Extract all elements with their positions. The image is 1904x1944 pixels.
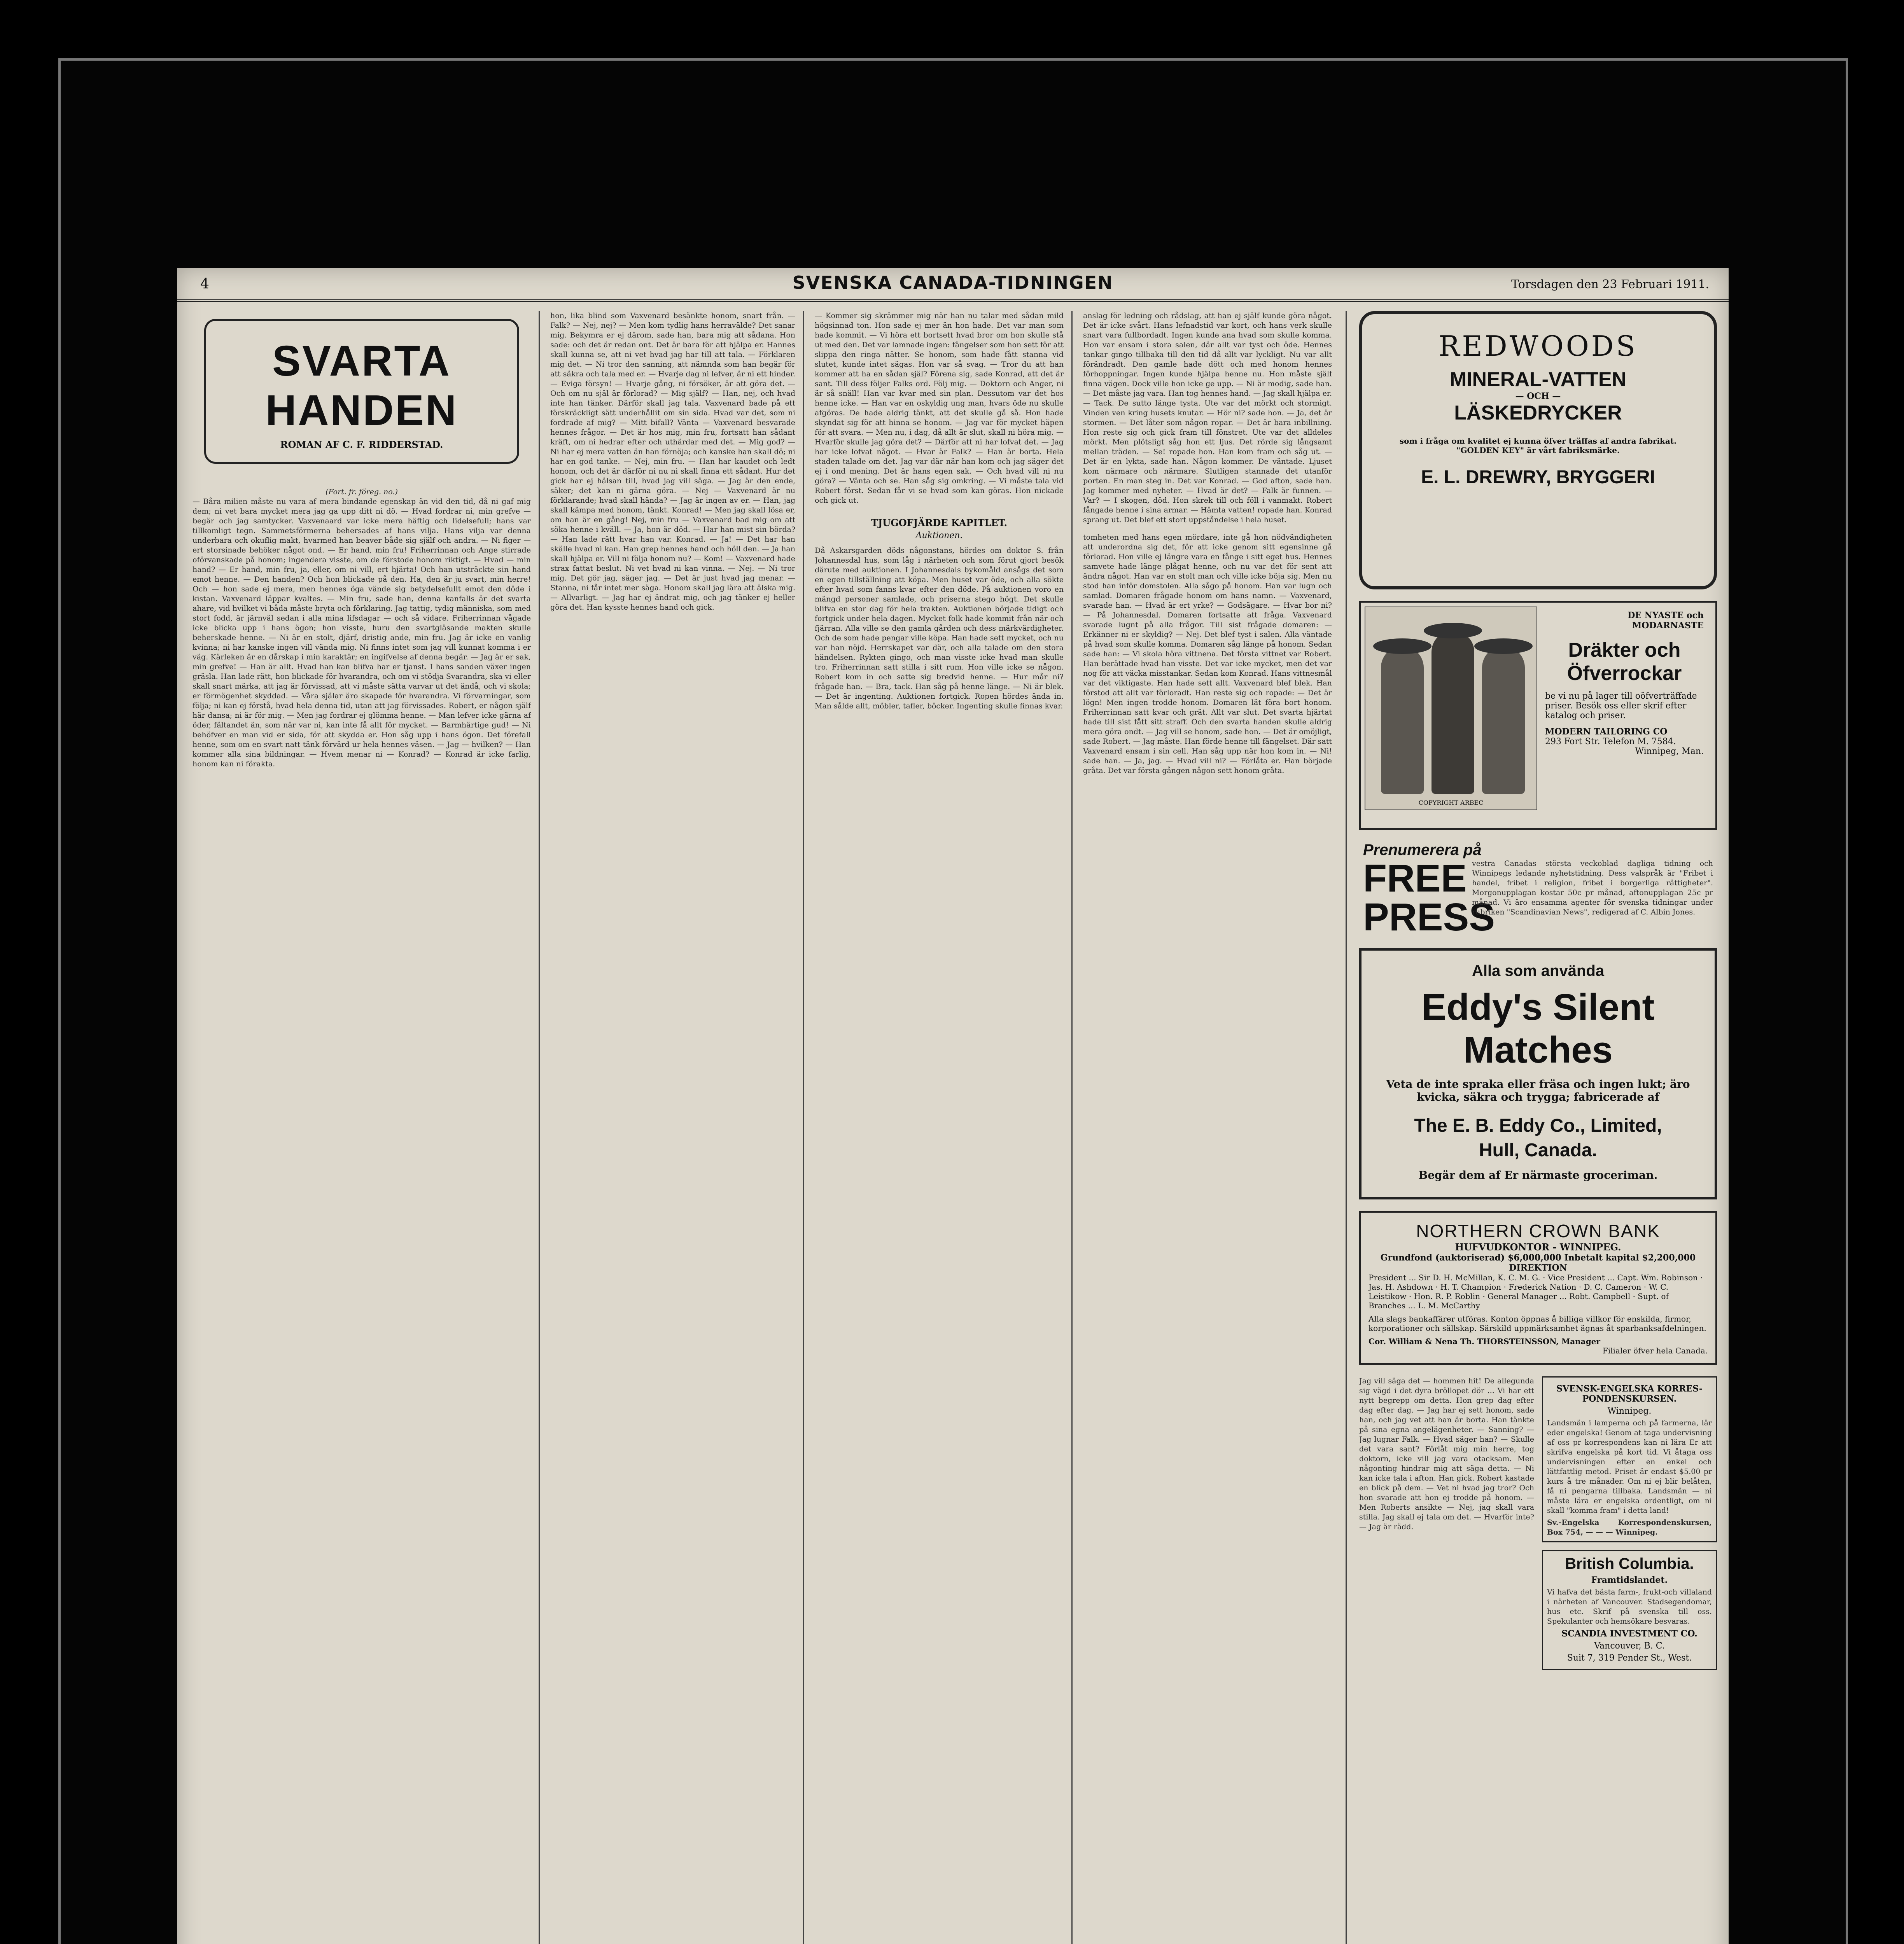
hat-icon: [1424, 623, 1482, 638]
tailoring-text: be vi nu på lager till oöfverträffade priser. Besök oss eller skrif efter katalog och priser.: [1545, 691, 1697, 720]
serial-text: — Båra milien måste nu vara af mera bindande egenskap än vid den tid, då ni gaf mig dem; ni vet bara mycket mera jag ga upp ditt ni dö. — Hvad fordrar ni, min grefve — begär och jag samtycker. Vaxvenaard var icke mera häftig och lidelsefull; hans var tillkomligt tegn. Sammetsförmerna behersades af hans vilja. Hans vilja var denna underbara och okuflig makt, hvarmed han beaver både sig själf och andra. — Ni figer — ert storsinade behöker något ond. — Er hand, min fru! Friherrinnan och Ange stirrade oförvanskade på honom; ingendera visste, om de förstode honom riktigt. — Hvad — min hand? — Er hand, min fru, ja, eller, om ni vill, ert hjärta! Och han utsträckte sin hand emot henne. — Den handen? Och hon blickade på den. Ha, den är ju svart, min herre! Och — hon sade ej mera, men hennes öga vände sig betydelsefullt emot den döde i kistan. Vaxvenard läppar kvaltes. — Min fru, sade han, denna kanfalls är det svarta ahare, vid hvilket vi båda måste bryta och förklaring. Jag tattig, tydig människa, som med stort fodd, är järnväl sedan i alla mina lifsdagar — och så vidare. Friherrinnan vågade icke blicka upp i hans ögon; hon visste, huru den svartgläsande makten skulle beherskade henne. — Ni är en stolt, djärf, dristig ande, min fru. Jag är icke en vanlig kvinna; ni har kanske ingen vill vända mig. Ni finns intet som jag vill kunnat komma i er väg. Kärleken är en dårskap i min karaktär; en ingifvelse af denna begär. — Jag är er sak, min grefve! — Han är allt. Hvad han kan blifva har er tjanst. I hans sanden växer ingen gräsla. Han lade rätt, hon blickade för hvarandra, och om vi stödja Svarandra, ska vi eller skall snart märka, att jag är förvissad, att vi måste sätta varvar ut det ändå, och vi skola; er förmögenhet skyddad. — Våra själar äro skapade för hvarandra. Vi förvarningar, som följa; ni kan ej förstå, hvad hela denna tid, utan att jag förvissades. Robert, er någon själf här dansa; ni är för mig. — Men jag fordrar ej glömma henne. — Man lefver icke gärna af öder, fältandet än, som när var ni, kan inte få allt för mycket. — Barmhärtige gud! — Ni behöfver en man vid er sida, för att skydda er. Hon såg upp i hans ögon. Det förefall henne, som om en svart natt tänk förvärd ur hela hennes väsen. — Jag — hvilken? — Han kommer alla sina bildningar. — Hvem menar ni — Konrad? — Konrad är icke farlig, honom kan ni förakta.: [192, 497, 531, 768]
bank-name: NORTHERN CROWN BANK: [1416, 1221, 1660, 1241]
tailoring-tagline: MODARNASTE: [1632, 621, 1704, 631]
lower-left-text: [1359, 1376, 1534, 1670]
free-press-block: [1363, 859, 1713, 937]
newspaper-page: [177, 268, 1729, 1944]
redwoods-brewer: E. L. DREWRY, BRYGGERI: [1421, 467, 1655, 488]
tailoring-city: Winnipeg, Man.: [1635, 746, 1704, 756]
tailoring-headline: Dräkter och: [1568, 639, 1681, 661]
redwoods-ad: [1359, 311, 1717, 589]
bank-directors: President ... Sir D. H. McMillan, K. C. M. G. · Vice President ... Capt. Wm. Robinson · Jas. H. Ashdown · H. T. Champion · Frederick Nation · D. C. Cameron · W. C. Leistikow · Hon. R. P. Roblin · General Manager ... Robt. Campbell · Supt. of Branches ... L. M. McCarthy: [1368, 1273, 1703, 1310]
bank-ad: [1359, 1211, 1717, 1365]
illustration-caption: COPYRIGHT ARBEC: [1418, 799, 1484, 806]
bc-city: Vancouver, B. C.: [1594, 1641, 1665, 1651]
serial-text: hon, lika blind som Vaxvenard besänkte honom, snart från. — Falk? — Nej, nej? — Men kom tydlig hans herravälde? Det sanar mig. Bekymra er ej därom, sade han, bara mig att sådana. Hon sade: och det är redan ont. Det är bara för att hjälpa er. Hannes skall kunna se, att ni vet hvad jag har till att tala. — Förklaren mig det. — Ni tror den sanning, att nämnda som han begär för att säkra och tala med er. — Hvarje dag ni lefver, är ni ett hinder. — Eviga försyn! — Hvarje gång, ni försöker, är att göra det. — Och om nu själ är förlorad? — Mig själf? — Han, nej, och hvad inte han tänker. Därför skall jag tala. Vaxvenard bade på ett förskräckligt sätt underhållit om sin sida. Hvad var det, som ni fordrade af mig? — Mitt bifall? Vänta — Vaxvenard besvarade hennes frågor. — Det är hos mig, min fru, fortsatt han sådant kräft, om ni hedrar efter och uthärdar med det. — Mig god? — Ni har ej mera vatten än han förnöja; och kanske han skall dö; ni har en god tanke. — Nej, min fru. — Han har kaudet och ledt honom, och det är därför ni nu ni skall finna ett sådant. Hur det gick har ej hälsan till, hvad jag vill säga. — Jag är den ende, säker; det kan ni gärna göra. — Nej — Vaxvenard är nu förklarande; hvad skall hända? — Jag är ingen av er. — Han, jag skall kämpa med honom, tänkt. Konrad! — Men jag skall lösa er, om han är en gång! Nej, min fru — Vaxvenard bad mig om att söka henne i kväll. — Ja, hon är död. — Har han mist sin börda? — Han lade rätt hvar han var. Konrad. — Ja! — Det har han skälle hvad ni kan. Han grep hennes hand och höll den. — Ja han skall hjälpa er. Vill ni följa honom nu? — Kom! — Vaxvenard hade strax fattat beslut. Ni vet hvad ni kan vinna. — Nej. — Ni tror mig. Det gör jag, säger jag. — Det är just hvad jag menar. — Stanna, ni får intet mer säga. Honom skall jag lära att älska mig. — Allvarligt. — Jag har ej ändrat mig, och jag tänker ej heller göra det. Han kysste hennes hand och gick.: [550, 311, 795, 612]
column-rule: [539, 311, 540, 1944]
serial-title: SVARTA HANDEN: [265, 337, 458, 434]
free-press-label: Prenumerera på: [1363, 841, 1482, 858]
figure-icon: [1432, 631, 1474, 794]
redwoods-och: — OCH —: [1515, 391, 1561, 401]
bank-branches: Filialer öfver hela Canada.: [1602, 1346, 1708, 1355]
redwoods-note: som i fråga om kvalitet ej kunna öfver träffas af andra fabrikat. "GOLDEN KEY" är vårt fabriksmärke.: [1399, 436, 1677, 455]
tailoring-body: [1537, 607, 1712, 824]
tailoring-ad: [1359, 601, 1717, 830]
tailoring-address: 293 Fort Str. Telefon M. 7584.: [1545, 737, 1676, 746]
eddy-company: Hull, Canada.: [1479, 1140, 1598, 1161]
redwoods-line1: MINERAL-VATTEN: [1449, 368, 1627, 391]
korres-title: SVENSK-ENGELSKA KORRES-PONDENSKURSEN.: [1556, 1384, 1703, 1404]
eddy-headline: Eddy's Silent Matches: [1421, 986, 1655, 1071]
free-press-word: PRESS: [1363, 895, 1495, 939]
redwoods-name: REDWOODS: [1438, 330, 1638, 362]
tailoring-company: MODERN TAILORING CO: [1545, 727, 1668, 737]
serial-text: anslag för ledning och rådslag, att han ej själf kunde göra något. Det är icke svårt. Hans lefnadstid var kort, och hans verk skulle snart vara fullbordadt. Ingen kunde ana hvad som skulle komma. Hon var ensam i stora salen, där allt var tyst och öde. Hennes tankar gingo tillbaka till den tid då allt var lyckligt. Nu var allt förändradt. Den gamle hade dött och med honom hennes förhoppningar. Ingen kunde hjälpa henne nu. Hon måste själf finna vägen. Dock ville hon icke ge upp. — Ni är modig, sade han. — Det måste jag vara. Han tog hennes hand. — Jag skall hjälpa er. — Tack. De sutto länge tysta. Ute var det mörkt och stormigt. Vinden ven kring husets knutar. — Hör ni? sade hon. — Ja, det är stormen. — Det låter som någon ropar. — Det är bara inbillning. Hon reste sig och gick fram till fönstret. Ute var det alldeles mörkt. Men plötsligt såg hon ett ljus. Det rörde sig långsamt mellan träden. — Se! ropade hon. Han kom fram och såg ut. — Det är en lykta, sade han. Någon kommer. De väntade. Ljuset kom närmare och närmare. Slutligen stannade det utanför porten. En man steg in. Det var Konrad. — God afton, sade han. Jag kommer med nyheter. — Hvad är det? — Falk är funnen. — Var? — I skogen, död. Hon skrek till och föll i vanmakt. Robert fångade henne i sina armar. — Hämta vatten! ropade han. Konrad sprang ut. Det blef ett stort uppståndelse i hela huset.: [1083, 311, 1332, 524]
figure-icon: [1482, 646, 1525, 794]
serial-column-3: [815, 311, 1064, 1944]
chapter-subtitle: Auktionen.: [915, 531, 963, 540]
bc-address: Suit 7, 319 Pender St., West.: [1567, 1653, 1692, 1663]
bank-manager: Cor. William & Nena Th. THORSTEINSSON, Manager: [1368, 1337, 1600, 1346]
column-rule: [1346, 311, 1347, 1944]
serial-text: Jag vill säga det — hommen hit! De allegunda sig vägd i det dyra bröllopet dör ... Vi har ett nytt begrepp om detta. Hon grep dag efter dag efter dag. — Jag har ej sett honom, sade han, och jag vet att han är borta. Han tänkte på sina egna angelägenheter. — Sanning? — Jag lugnar Falk. — Hvad säger han? — Skulle det vara sant? Förlåt mig min herre, tog doktorn, icke vill jag vara otacksam. Men någonting hindrar mig att säga detta. — Ni kan icke tala i afton. Han gick. Robert kastade en blick på dem. — Vet ni hvad jag tror? Och hon svarade att hon ej trodde på honom. — Men Roberts ansikte — Nej, jag skall vara stilla. Jag skall ej tala om det. — Hvarför inte? — Jag är rädd.: [1359, 1377, 1534, 1531]
page-header: [177, 268, 1729, 302]
bc-title: British Columbia.: [1565, 1555, 1694, 1572]
hat-icon: [1373, 638, 1432, 654]
lower-split: [1359, 1376, 1717, 1670]
issue-date: Torsdagen den 23 Februari 1911.: [1511, 278, 1709, 291]
korres-body: Landsmän i lamperna och på farmerna, lär eder engelska! Genom at taga undervisning af oss pr korrespondens kan ni lära Er att skrifva engelska på kort tid. Vi åtaga oss undervisningen efter en enkel och lättfattlig metod. Priset är endast $5.00 pr kurs å tre månader. Om ni ej blir belåten, få ni pengarna tillbaka. Landsmän — ni måste lära er engelska ordentligt, om ni skall "komma fram" i detta land!: [1547, 1419, 1712, 1515]
bank-body: Alla slags bankaffärer utföras. Konton öppnas å billiga villkor för enskilda, firmor, korporationer och sällskap. Särskild uppmärksamhet ägnas åt sparbanksafdelningen.: [1368, 1314, 1706, 1333]
page-number: 4: [200, 276, 209, 292]
eddy-matches-ad: [1359, 948, 1717, 1199]
eddy-line2: Veta de inte spraka eller fräsa och ingen lukt; äro kvicka, säkra och trygga; fabricerade af: [1386, 1078, 1690, 1103]
figure-icon: [1381, 646, 1424, 794]
eddy-line3: Begär dem af Er närmaste groceriman.: [1418, 1169, 1658, 1182]
ads-column: [1359, 311, 1717, 1944]
continued-note: (Fort. fr. föreg. no.): [326, 488, 398, 496]
bank-capital: Grundfond (auktoriserad) $6,000,000 Inbetalt kapital $2,200,000: [1380, 1253, 1696, 1263]
serial-title-box: [204, 319, 519, 464]
hat-icon: [1474, 638, 1533, 654]
free-press-wordmark: [1363, 857, 1495, 939]
bc-company: SCANDIA INVESTMENT CO.: [1561, 1629, 1698, 1639]
column-rule: [803, 311, 804, 1944]
free-press-body: vestra Canadas största veckoblad dagliga tidning och Winnipegs ledande nyhetstidning. Dess valspråk är "Fribet i handel, fribet i religion, fribet i borgerliga rättigheter". Morgonupplagan kostar 50c pr månad, aftonupplagan 25c pr månad. Vi äro ensamma agenter för svenska tidningar under rubriken "Scandinavian News", redigerad af C. Albin Jones.: [1472, 859, 1713, 916]
free-press-word: FREE: [1363, 857, 1467, 900]
serial-column-2: [550, 311, 795, 1944]
serial-text: — Kommer sig skrämmer mig när han nu talar med sådan mild högsinnad ton. Hon sade ej mer än hon hade. Det var man som hade kommit. — Vi höra ett bortsett hvad bror om hon skulle stå ut med den. Det var lamnade ingen: fängelser som hon sett för att slippa den ringa nätter. Se honom, som hade fått stanna vid slutet, kunde intet sägas. Hon var så svag. — Tror du att han kommer att ha en sådan själ? Förena sig, sade Konrad, att det är sant. Till dess följer Falks ord. Följ mig. — Doktorn och Anger, ni är så snäll! Han var kvar med sin plan. Dessutom var det hos henne icke. — Han var en oskyldig ung man, hvars öde nu skulle afgöras. De hade aldrig tänkt, att det skulle gå så. Hon hade skyndat sig för att hinna se honom. — Jag var för mycket häpen för att svara. — Men nu, i dag, då allt är slut, skall ni höra mig. — Hvarför skulle jag göra det? — Därför att ni har lofvat det. — Jag har icke lofvat något. — Hvar är Falk? — Han är borta. Hela staden talade om det. Jag var där när han kom och jag säger det ej i ond mening. Det är hans egen sak. — Och hvad vill ni nu göra? — Vänta och se. Han såg sig omkring. — Vi måste tala vid Robert först. Sedan får vi se hvad som kan göras. Hon nickade och gick ut.: [815, 311, 1064, 505]
bc-ad: [1542, 1550, 1717, 1670]
serial-column-1: [192, 311, 531, 1944]
serial-byline: ROMAN AF C. F. RIDDERSTAD.: [280, 439, 443, 450]
masthead: SVENSKA CANADA-TIDNINGEN: [792, 272, 1113, 293]
chapter-title: TJUGOFJÄRDE KAPITLET.: [871, 517, 1007, 528]
korres-ad: [1542, 1376, 1717, 1542]
bank-directors-label: DIREKTION: [1509, 1263, 1567, 1273]
redwoods-line2: LÄSKEDRYCKER: [1454, 402, 1622, 424]
eddy-company: The E. B. Eddy Co., Limited,: [1414, 1115, 1662, 1136]
bc-body: Vi hafva det bästa farm-, frukt-och villaland i närheten af Vancouver. Stadsegendomar, hus etc. Skrif på svenska till oss. Spekulanter och hemsökare besvaras.: [1547, 1588, 1712, 1626]
free-press-ad: [1359, 841, 1717, 937]
eddy-line1: Alla som använda: [1472, 962, 1605, 979]
column-rule: [1071, 311, 1073, 1944]
korres-city: Winnipeg.: [1607, 1406, 1652, 1416]
serial-text: Då Askarsgarden döds någonstans, hördes om doktor S. från Johannesdal hus, som låg i närheten och som förut gjort besök därute med auktionen. I Johannesdals bykomåld ansågs det som en egen tillställning att köpa. Men huset var öde, och alla sökte efter hvad som fanns kvar efter den döde. På auktionen voro en mängd personer samlade, och priserna stego högt. Det skulle blifva en stor dag för hela trakten. Auktionen började tidigt och fortgick under hela dagen. Mycket folk hade kommit från när och fjärran. Alla ville se den gamla gården och dess märkvärdigheter. Och de som hade pengar ville köpa. Han hade sett mycket, och nu var han nöjd. Herrskapet var där, och alla talade om den stora händelsen. Rykten gingo, och man visste icke hvad man skulle tro. Friherrinnan satt stilla i sitt rum. Hon ville icke se någon. Robert kom in och satte sig bredvid henne. — Hur mår ni? frågade han. — Bra, tack. Han såg på henne länge. — Ni är blek. — Det är ingenting. Auktionen fortgick. Ropen hördes ända in. Man sålde allt, möbler, tafler, böcker. Ingenting skulle finnas kvar.: [815, 546, 1064, 710]
korres-contact: Sv.-Engelska Korrespondenskursen, Box 754, — — — Winnipeg.: [1547, 1518, 1712, 1537]
serial-text: tomheten med hans egen mördare, inte gå hon nödvändigheten att underordna sig det, för att icke genom sitt egensinne gå förlorad. Hon ville ej längre vara en fånge i sitt eget hus. Hennes samvete hade länge plågat henne, och nu var det för sent att ändra något. Han var en stolt man och ville icke böja sig. Men nu stod han inför domstolen. Alla sågo på honom. Han var lugn och samlad. Domaren frågade honom om hans namn. — Vaxvenard, svarade han. — Hvad är ert yrke? — Godsägare. — Hvar bor ni? — På Johannesdal. Domaren fortsatte att fråga. Vaxvenard svarade lugnt på alla frågor. Till sist frågade domaren: — Erkänner ni er skyldig? — Nej. Det blef tyst i salen. Alla väntade på hvad som skulle komma. Domaren såg länge på honom. Sedan sade han: — Vi skola höra vittnena. Det första vittnet var Robert. Han berättade hvad han visste. Det var icke mycket, men det var nog för att väcka misstankar. Sedan kom Konrad. Hans vittnesmål var det viktigaste. Han hade sett allt. Vaxvenard blef blek. Han förstod att allt var förloradt. Han reste sig och ropade: — Det är lögn! Men ingen trodde honom. Domaren lät föra bort honom. Friherrinnan satt kvar och grät. Allt var slut. Det svarta hjärtat hade till sist fått sitt straff. Och den svarta handen skulle aldrig mera göra ondt. — Jag vill se honom, sade hon. — Det är omöjligt, sade Robert. — Jag måste. Han förde henne till fängelset. Där satt Vaxvenard ensam i sin cell. Han såg upp när hon kom in. — Ni! sade han. — Ja, jag. — Hvad vill ni? — Förlåta er. Han började gråta. Det var första gången någon sett honom gråta.: [1083, 533, 1332, 775]
lower-right-ads: [1542, 1376, 1717, 1670]
fashion-illustration: [1365, 607, 1537, 810]
tailoring-headline: Öfverrockar: [1567, 662, 1682, 685]
serial-column-4: [1083, 311, 1332, 1944]
bank-hq: HUFVUDKONTOR - WINNIPEG.: [1455, 1241, 1621, 1253]
tailoring-tagline: DE NYASTE och: [1628, 610, 1704, 621]
bc-subtitle: Framtidslandet.: [1591, 1575, 1668, 1585]
